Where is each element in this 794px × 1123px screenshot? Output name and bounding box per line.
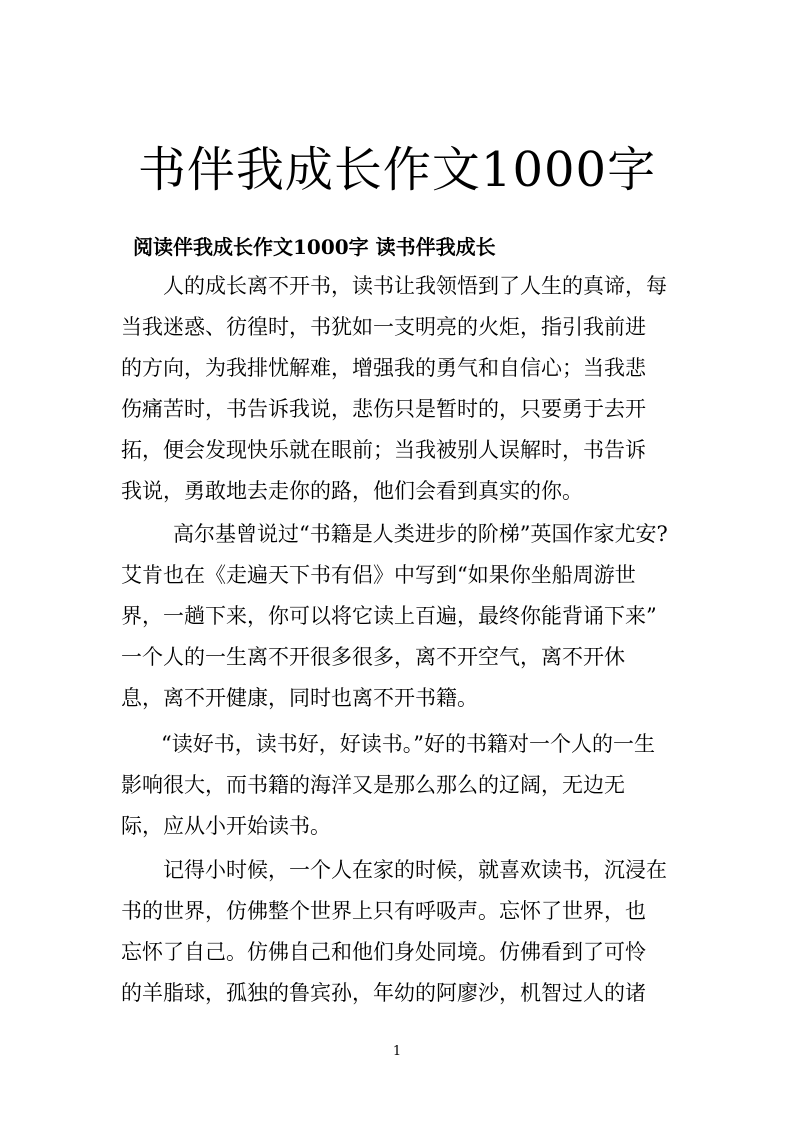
body-line: 我说，勇敢地去走你的路，他们会看到真实的你。	[121, 479, 583, 503]
body-line: 的羊脂球，孤独的鲁宾孙，年幼的阿廖沙，机智过人的诸	[121, 981, 646, 1005]
body-line: 忘怀了自己。仿佛自己和他们身处同境。仿佛看到了可怜	[121, 940, 646, 964]
body-line: 记得小时候，一个人在家的时候，就喜欢读书，沉浸在	[163, 858, 667, 882]
body-line: 际，应从小开始读书。	[121, 814, 331, 838]
body-line: 当我迷惑、彷徨时，书犹如一支明亮的火炬，指引我前进	[121, 315, 646, 339]
body-line: 伤痛苦时，书告诉我说，悲伤只是暂时的，只要勇于去开	[121, 397, 646, 421]
body-line: 人的成长离不开书，读书让我领悟到了人生的真谛，每	[163, 274, 667, 298]
body-line: 高尔基曾说过“书籍是人类进步的阶梯”英国作家尤安?	[173, 522, 668, 546]
document-subtitle: 阅读伴我成长作文1000字 读书伴我成长	[133, 235, 496, 259]
body-line: 艾肯也在《走遍天下书有侣》中写到“如果你坐船周游世	[121, 563, 636, 587]
body-line: 一个人的一生离不开很多很多，离不开空气，离不开休	[121, 645, 625, 669]
body-line: 书的世界，仿佛整个世界上只有呼吸声。忘怀了世界，也	[121, 899, 646, 923]
body-line: 拓，便会发现快乐就在眼前；当我被别人误解时，书告诉	[121, 438, 646, 462]
body-line: 的方向，为我排忧解难，增强我的勇气和自信心；当我悲	[121, 356, 646, 380]
body-line: 息，离不开健康，同时也离不开书籍。	[121, 686, 478, 710]
page-number: 1	[392, 1044, 402, 1059]
body-line: “读好书，读书好，好读书。”好的书籍对一个人的一生	[161, 732, 655, 756]
body-line: 影响很大，而书籍的海洋又是那么那么的辽阔，无边无	[121, 773, 625, 797]
body-line: 界，一趟下来，你可以将它读上百遍，最终你能背诵下来”	[121, 604, 657, 628]
document-title: 书伴我成长作文1000字	[137, 142, 657, 198]
